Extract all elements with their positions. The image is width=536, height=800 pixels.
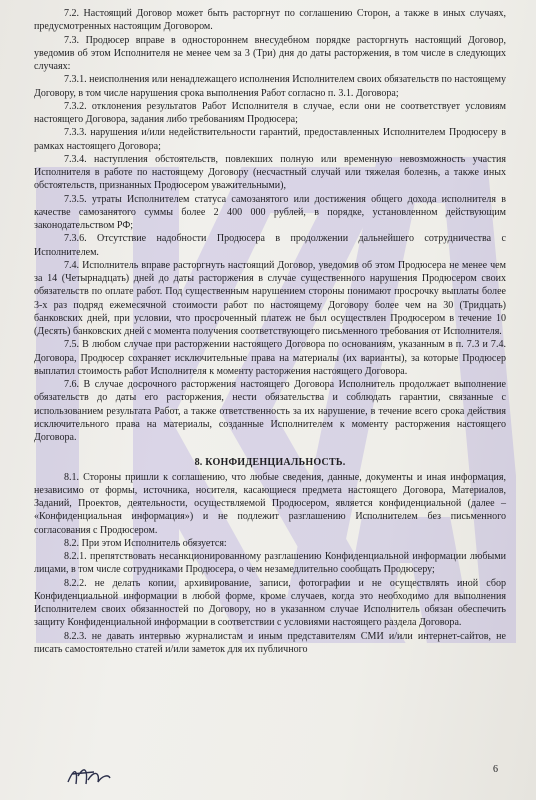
paragraph: 7.5. В любом случае при расторжении настоящего Договора по основаниям, указанным в п. 7.3 и 7.4. Договора, Продюсер сохраняет исключительные права на материалы (их варианты), за которые Продюсер выплатил стоимость работ Исполнителя к моменту расторжения настоящего Договора.: [34, 339, 506, 377]
signature-mark: [64, 762, 114, 790]
paragraph: 7.3. Продюсер вправе в одностороннем внесудебном порядке расторгнуть настоящий Договор, уведомив об этом Исполнителя не менее чем за 3 (Три) дня до даты расторжения, в том числе в следующих случаях:: [34, 34, 506, 72]
paragraph: 8.2.1. препятствовать несанкционированному разглашению Конфиденциальной информации любыми лицами, в том числе сотрудниками Продюсера, о чем незамедлительно сообщать Продюсеру;: [34, 551, 506, 576]
page-number: 6: [493, 764, 498, 775]
paragraph: 8.2. При этом Исполнитель обязуется:: [64, 537, 227, 549]
paragraph: 7.3.2. отклонения результатов Работ Исполнителя в случае, если они не соответствует условиям настоящего Договора, задания либо требованиям Продюсера;: [34, 100, 506, 125]
paragraph: 7.6. В случае досрочного расторжения настоящего Договора Исполнитель продолжает выполнение обязательств до даты его расторжения, нести обязательства и соблюдать гарантии, связанные с использованием результата Работ, а также ответственность за их нарушение, в течение всего срока действия исключительного права на материалы, созданные Исполнителем к моменту расторжения настоящего Договора.: [34, 379, 506, 443]
document-body: [34, 7, 506, 656]
paragraph: 8.2.3. не давать интервью журналистам и иным представителям СМИ и/или интернет-сайтов, не писать самостоятельно статей и/или заметок для их публичного: [34, 630, 506, 655]
section-heading: 8. КОНФИДЕНЦИАЛЬНОСТЬ.: [194, 457, 346, 469]
paragraph: 7.3.3. нарушения и/или недействительности гарантий, предоставленных Исполнителем Продюсеру в рамках настоящего Договора;: [34, 127, 506, 152]
paragraph: 8.1. Стороны пришли к соглашению, что любые сведения, данные, документы и иная информация, независимо от формы, источника, носителя, касающиеся предмета настоящего Договора, Материалов, Заданий, Проектов, деятельности, осуществляемой Продюсером, является конфиденциальной (далее – «Конфиденциальная информация») и не подлежит разглашению Исполнителем без письменного согласования с Продюсером.: [34, 471, 506, 536]
paragraph: 8.2.2. не делать копии, архивирование, записи, фотографии и не осуществлять иной сбор Конфиденциальной информации в любой форме, кроме случаев, когда это необходимо для выполнения Исполнителем своих обязанностей по Договору, но в указанном случае Исполнитель обязан обеспечить защиту Конфиденциальной информации в соответствии с условиями настоящего раздела Договора.: [34, 577, 506, 629]
paragraph: 7.2. Настоящий Договор может быть расторгнут по соглашению Сторон, а также в иных случаях, предусмотренных настоящим Договором.: [34, 8, 506, 33]
paragraph: 7.3.5. утраты Исполнителем статуса самозанятого или достижения общего дохода исполнителя в качестве самозанятого суммы более 2 400 000 рублей, в порядке, установленном действующим законодательством РФ;: [34, 193, 506, 231]
paragraph: 7.4. Исполнитель вправе расторгнуть настоящий Договор, уведомив об этом Продюсера не менее чем за 14 (Четырнадцать) дней до даты расторжения в случае существенного нарушения Продюсером своих обязательств по оплате работ. Под существенным нарушением стороны понимают просрочку выплаты более 3-х раз подряд ежемесячной стоимости работ по настоящему Договору более чем на 30 (Тридцать) банковских дней, при условии, что просроченный платеж не был осуществлен Продюсером в течение 10 (Десять) банковских дней с момента получения соответствующего письменного требования от Исполнителя.: [34, 259, 506, 337]
paragraph: 7.3.1. неисполнения или ненадлежащего исполнения Исполнителем своих обязательств по настоящему Договору, в том числе нарушения срока выполнения Работ согласно п. 3.1. Договора;: [34, 74, 506, 99]
paragraph: 7.3.6. Отсутствие надобности Продюсера в продолжении дальнейшего сотрудничества с Исполнителем.: [34, 233, 506, 258]
paragraph: 7.3.4. наступления обстоятельств, повлекших полную или временную невозможность участия Исполнителя в работе по настоящему Договору (несчастный случай или тяжелая болезнь, а также иных обстоятельств, признанных Продюсером уважительными),: [34, 153, 506, 192]
